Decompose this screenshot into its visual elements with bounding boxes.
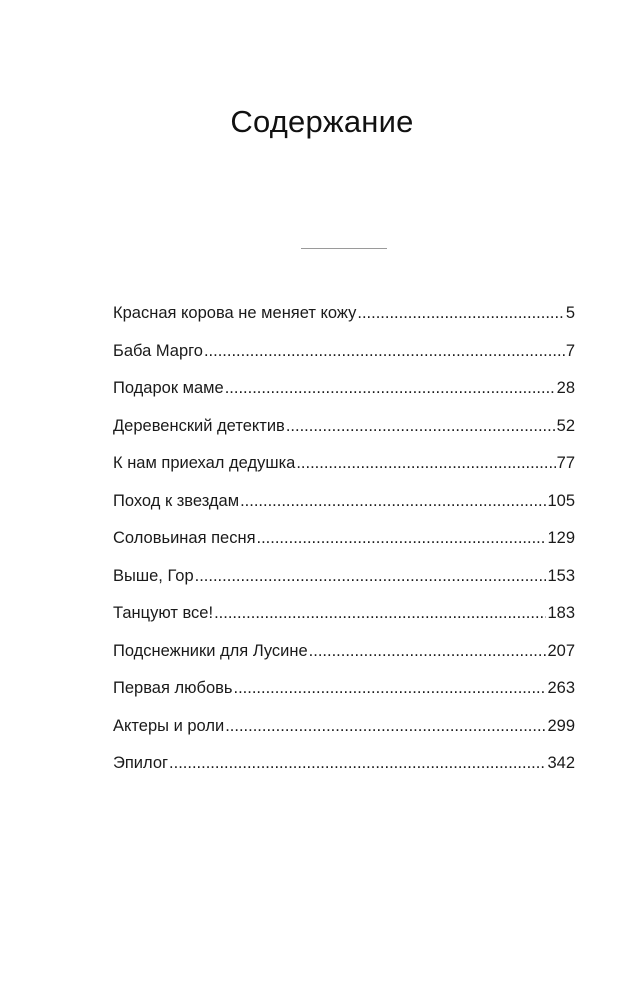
toc-entry[interactable]	[113, 302, 575, 340]
toc-entry-page: 263	[547, 679, 575, 697]
toc-entry-page: 183	[547, 604, 575, 622]
toc-leader-dots	[204, 340, 565, 362]
toc-entry-title: Соловьиная песня	[113, 529, 256, 547]
toc-entry-page: 77	[556, 454, 575, 472]
toc-entry-title: К нам приехал дедушка	[113, 454, 296, 472]
toc-entry-page: 52	[556, 416, 575, 435]
toc-entry-page: 105	[547, 491, 575, 510]
toc-entry-page: 153	[547, 566, 575, 585]
toc-entry-title: Выше, Гор	[113, 566, 194, 585]
toc-entry-title: Подарок маме	[113, 379, 224, 397]
toc-entry[interactable]	[113, 565, 575, 603]
toc-entry[interactable]	[113, 715, 575, 753]
toc-leader-dots	[214, 602, 546, 624]
toc-entry-title: Подснежники для Лусине	[113, 641, 308, 660]
toc-entry-page: 207	[547, 641, 575, 660]
toc-entry-page: 129	[547, 529, 575, 547]
toc-entry[interactable]	[113, 677, 575, 715]
toc-entry-title: Красная корова не меняет кожу	[113, 304, 357, 322]
toc-entry[interactable]	[113, 752, 575, 790]
toc-entry[interactable]	[113, 340, 575, 378]
title-divider	[301, 248, 387, 249]
toc-entry[interactable]	[113, 377, 575, 415]
toc-entry[interactable]	[113, 640, 575, 678]
toc-leader-dots	[225, 377, 556, 399]
toc-entry-title: Танцуют все!	[113, 604, 214, 622]
toc-leader-dots	[240, 490, 546, 512]
toc-leader-dots	[296, 452, 555, 474]
toc-leader-dots	[225, 715, 546, 737]
toc-entry-title: Первая любовь	[113, 679, 233, 697]
toc-entry[interactable]	[113, 415, 575, 453]
toc-leader-dots	[233, 677, 546, 699]
toc-entry-page: 5	[565, 304, 575, 322]
toc-leader-dots	[357, 302, 564, 324]
toc-entry-title: Деревенский детектив	[113, 416, 285, 435]
page-title: Содержание	[230, 104, 414, 139]
toc-entry[interactable]	[113, 452, 575, 490]
toc-entry[interactable]	[113, 490, 575, 528]
toc-leader-dots	[169, 752, 546, 774]
toc-entry-page: 28	[556, 379, 575, 397]
toc-entry-page: 7	[565, 341, 575, 360]
toc-leader-dots	[257, 527, 547, 549]
table-of-contents	[113, 302, 575, 790]
toc-leader-dots	[309, 640, 547, 662]
toc-entry-page: 342	[547, 754, 575, 772]
toc-entry-title: Эпилог	[113, 754, 169, 772]
toc-entry-title: Поход к звездам	[113, 491, 240, 510]
toc-entry-title: Баба Марго	[113, 341, 203, 360]
toc-entry[interactable]	[113, 602, 575, 640]
toc-leader-dots	[195, 565, 547, 587]
toc-entry[interactable]	[113, 527, 575, 565]
toc-entry-title: Актеры и роли	[113, 716, 225, 735]
toc-leader-dots	[286, 415, 556, 437]
toc-entry-page: 299	[547, 716, 575, 735]
